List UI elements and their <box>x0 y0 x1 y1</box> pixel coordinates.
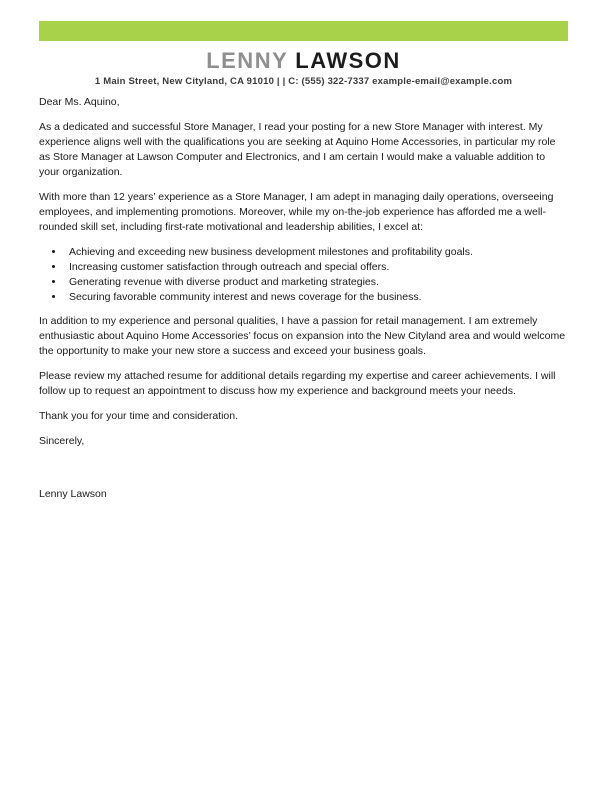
bullet-item: • Securing favorable community interest and news coverage for the business. <box>65 290 568 305</box>
skills-bullet-list <box>39 245 568 305</box>
contact-line: 1 Main Street, New Cityland, CA 91010 | | C: (555) 322-7337 example-email@example.com <box>94 76 513 87</box>
letter-body <box>39 95 568 502</box>
paragraph-closing-2: Please review my attached resume for additional details regarding my expertise and career achievements. I will follow up to request an appointment to discuss how my experience and background meets your needs. <box>39 370 556 397</box>
signature-name: Lenny Lawson <box>39 488 107 500</box>
paragraph-intro-1: As a dedicated and successful Store Manager, I read your posting for a new Store Manager with interest. My experience aligns well with the qualifications you are seeking at Aquino Home Accessories, in particular my role as Store Manager at Lawson Computer and Electronics, and I am certain I would make a valuable addition to your organization. <box>39 121 556 178</box>
salutation: Dear Ms. Aquino, <box>39 96 120 108</box>
candidate-name <box>39 48 568 74</box>
bullet-item: • Increasing customer satisfaction through outreach and special offers. <box>65 260 568 275</box>
candidate-last-name: LAWSON <box>295 48 401 73</box>
bullet-item: • Generating revenue with diverse product and marketing strategies. <box>65 275 568 290</box>
header-accent-bar <box>39 21 568 41</box>
paragraph-closing-1: In addition to my experience and personal qualities, I have a passion for retail management. I am extremely enthusiastic about Aquino Home Accessories’ focus on expansion into the New Cityland area and would welcome the opportunity to make your new store a success and exceed your business goals. <box>39 315 566 357</box>
signoff: Sincerely, <box>39 435 85 447</box>
candidate-first-name: LENNY <box>206 48 289 73</box>
paragraph-thanks: Thank you for your time and consideration. <box>39 410 239 422</box>
paragraph-intro-2: With more than 12 years’ experience as a Store Manager, I am adept in managing daily operations, overseeing employees, and implementing promotions. Moreover, while my on-the-job experience has afforded me a well-rounded skill set, including first-rate motivational and leadership abilities, I excel at: <box>39 191 554 233</box>
bullet-item: • Achieving and exceeding new business development milestones and profitability goals. <box>65 245 568 260</box>
